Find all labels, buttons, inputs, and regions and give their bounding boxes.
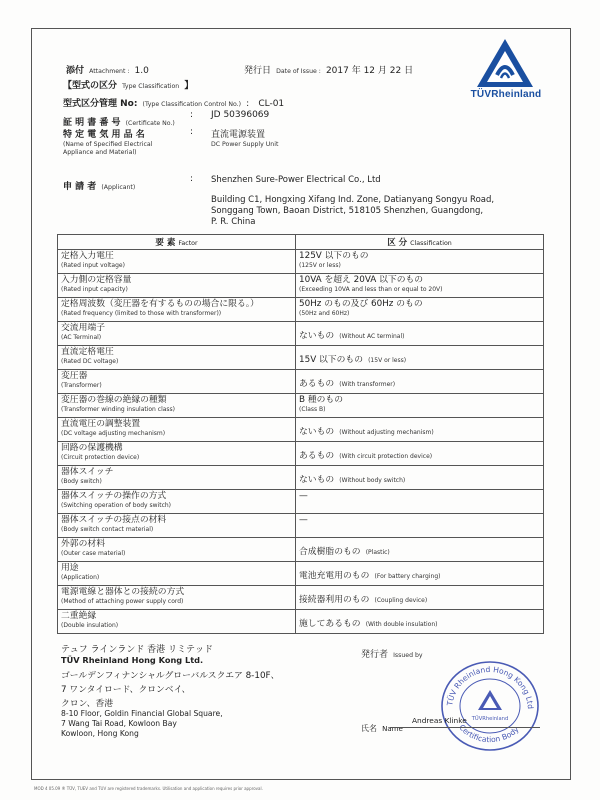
factor-jp: 器体スイッチの接点の材料	[61, 515, 167, 525]
certificate-no-label-jp: 証 明 書 番 号	[63, 118, 121, 128]
factor-cell	[58, 610, 296, 634]
factor-en: (Transformer)	[61, 382, 102, 389]
classification-cell	[296, 274, 544, 298]
product-label-en1: (Name of Specified Electrical	[63, 141, 153, 148]
classification-cell	[296, 322, 544, 346]
table-row	[58, 490, 544, 514]
factor-cell	[58, 298, 296, 322]
factor-jp: 器体スイッチ	[61, 467, 114, 477]
bracket-close: 】	[184, 81, 194, 91]
header-class-en: Classification	[410, 240, 452, 247]
classification-cell	[296, 298, 544, 322]
issued-by-jp: 発行者	[361, 650, 389, 660]
signer-label-en: Name	[382, 725, 403, 733]
factor-jp: 二重絶縁	[61, 611, 97, 621]
signer-name: Andreas Klinke	[412, 716, 467, 725]
table-row	[58, 346, 544, 370]
applicant-label-en: (Applicant)	[101, 184, 136, 191]
classification-jp: 50Hz のもの及び 60Hz のもの	[299, 299, 423, 309]
classification-en: (125V or less)	[299, 262, 341, 269]
product-label-en2: Appliance and Material)	[63, 149, 137, 156]
issue-date-line	[244, 58, 413, 77]
classification-cell	[296, 610, 544, 634]
control-no-label-jp: 型式区分管理 No:	[63, 99, 138, 109]
product-value-en: DC Power Supply Unit	[211, 141, 279, 148]
factor-cell	[58, 274, 296, 298]
issue-date-value: 2017 年 12 月 22 日	[325, 66, 414, 76]
table-row	[58, 514, 544, 538]
stamp-logo-icon	[478, 690, 502, 710]
classification-cell	[296, 586, 544, 610]
classification-en: (50Hz and 60Hz)	[299, 310, 350, 317]
factor-en: (Rated input voltage)	[61, 262, 125, 269]
classification-cell	[296, 466, 544, 490]
factor-cell	[58, 466, 296, 490]
factor-cell	[58, 562, 296, 586]
table-row	[58, 562, 544, 586]
issued-by-label	[361, 642, 423, 661]
type-classification-title-jp: 【型式の区分	[63, 81, 118, 91]
factor-en: (AC Terminal)	[61, 334, 102, 341]
certificate-no-value: JD 50396069	[211, 110, 270, 120]
factor-cell	[58, 394, 296, 418]
classification-en: (Without body switch)	[339, 477, 406, 484]
factor-jp: 変圧器	[61, 371, 88, 381]
factor-cell	[58, 346, 296, 370]
issuer-address-en-1: 8-10 Floor, Goldin Financial Global Square,	[61, 709, 223, 718]
classification-en: (For battery charging)	[374, 573, 441, 580]
classification-cell	[296, 538, 544, 562]
footer-note: MOD 4 05.09 ® TÜV, TUEV and TUV are registered trademarks. Utilisation and application requires prior approval.	[34, 786, 263, 791]
classification-cell	[296, 394, 544, 418]
issued-by-en: Issued by	[393, 652, 423, 659]
factor-cell	[58, 514, 296, 538]
classification-jp: —	[299, 515, 308, 525]
header-classification	[296, 235, 544, 250]
classification-en: (Without adjusting mechanism)	[339, 429, 434, 436]
table-header-row	[58, 235, 544, 250]
table-row	[58, 466, 544, 490]
classification-jp: 施してあるもの	[299, 619, 361, 629]
applicant-address-2: Songgang Town, Baoan District, 518105 Shenzhen, Guangdong,	[211, 206, 484, 216]
classification-jp: 電池充電用のもの	[299, 571, 370, 581]
applicant-name: Shenzhen Sure-Power Electrical Co., Ltd	[211, 175, 381, 185]
classification-jp: 合成樹脂のもの	[299, 547, 361, 557]
classification-jp: B 種のもの	[299, 395, 344, 405]
applicant-label-jp: 申 請 者	[63, 182, 97, 192]
classification-jp: ないもの	[299, 427, 335, 437]
table-row	[58, 298, 544, 322]
classification-cell	[296, 370, 544, 394]
issue-label-jp: 発行日	[244, 66, 272, 76]
factor-jp: 定格入力電圧	[61, 251, 114, 261]
classification-en: (With circuit protection device)	[339, 453, 433, 460]
classification-cell	[296, 346, 544, 370]
signer-label-jp: 氏名	[361, 724, 377, 733]
stamp-bottom-text: Certification Body	[457, 722, 521, 745]
issuer-address-jp-3: クロン、香港	[61, 699, 114, 709]
control-no-value: CL-01	[258, 99, 285, 109]
applicant-sep: :	[190, 174, 194, 184]
factor-jp: 用途	[61, 563, 79, 573]
factor-jp: 変圧器の巻線の絶縁の種類	[61, 395, 167, 405]
classification-en: (Plastic)	[365, 549, 390, 556]
classification-jp: ないもの	[299, 475, 335, 485]
factor-en: (Transformer winding insulation class)	[61, 406, 175, 413]
classification-cell	[296, 490, 544, 514]
factor-cell	[58, 370, 296, 394]
classification-en: (Class B)	[299, 406, 326, 413]
factor-cell	[58, 442, 296, 466]
classification-jp: 10VA を超え 20VA 以下のもの	[299, 275, 424, 285]
factor-en: (Method of attaching power supply cord)	[61, 598, 184, 605]
classification-cell	[296, 514, 544, 538]
table-row	[58, 322, 544, 346]
tuv-logo-text: TÜVRheinland	[470, 89, 542, 100]
tuv-logo	[462, 37, 550, 103]
issuer-address-en-2: 7 Wang Tai Road, Kowloon Bay	[61, 719, 177, 728]
factor-cell	[58, 586, 296, 610]
factor-en: (Circuit protection device)	[61, 454, 140, 461]
issuer-name-en: TÜV Rheinland Hong Kong Ltd.	[61, 655, 204, 665]
classification-en: (Exceeding 10VA and less than or equal to 20V)	[299, 286, 443, 293]
applicant-address-3: P. R. China	[211, 217, 256, 227]
issuer-address-en-3: Kowloon, Hong Kong	[61, 729, 139, 738]
header-factor-jp: 要 素	[155, 238, 176, 248]
classification-cell	[296, 562, 544, 586]
factor-cell	[58, 538, 296, 562]
control-no-line	[63, 91, 284, 110]
classification-en: (Coupling device)	[374, 597, 428, 604]
factor-en: (Outer case material)	[61, 550, 126, 557]
table-row	[58, 610, 544, 634]
product-label-jp: 特 定 電 気 用 品 名	[63, 130, 145, 140]
table-row	[58, 538, 544, 562]
issuer-address-jp-2: 7 ワンタイロード、クロンベイ、	[61, 685, 191, 695]
factor-jp: 電源電線と器体との接続の方式	[61, 587, 185, 597]
applicant-address-1: Building C1, Hongxing Xifang Ind. Zone, Datianyang Songyu Road,	[211, 195, 495, 205]
header-factor-en: Factor	[178, 240, 198, 247]
factor-cell	[58, 322, 296, 346]
factor-en: (Body switch contact material)	[61, 526, 154, 533]
factor-jp: 器体スイッチの操作の方式	[61, 491, 167, 501]
header-class-jp: 区 分	[387, 238, 408, 248]
factor-en: (Body switch)	[61, 478, 102, 485]
factor-jp: 交流用端子	[61, 323, 105, 333]
table-row	[58, 370, 544, 394]
stamp-top-text: TÜV Rheinland Hong Kong Ltd	[445, 664, 536, 710]
classification-jp: あるもの	[299, 451, 335, 461]
factor-jp: 直流電圧の調整装置	[61, 419, 141, 429]
factor-cell	[58, 490, 296, 514]
classification-cell	[296, 250, 544, 274]
type-classification-title-en: Type Classification	[122, 83, 180, 90]
table-row	[58, 274, 544, 298]
product-value-jp: 直流電源装置	[211, 130, 266, 140]
issuer-address-jp-1: ゴールデンフィナンシャルグローバルスクエア 8-10F、	[61, 671, 280, 681]
classification-jp: 接続器利用のもの	[299, 595, 370, 605]
factor-jp: 定格周波数（変圧器を有するものの場合に限る。）	[61, 299, 259, 309]
classification-jp: 15V 以下のもの	[299, 355, 363, 365]
factor-en: (Double insulation)	[61, 622, 119, 629]
classification-cell	[296, 442, 544, 466]
factor-jp: 入力側の定格容量	[61, 275, 132, 285]
tuv-triangle-icon	[475, 37, 535, 89]
attachment-label-en: Attachment :	[89, 68, 130, 75]
factor-en: (Rated frequency (limited to those with transformer))	[61, 310, 222, 317]
classification-en: (15V or less)	[368, 357, 407, 364]
type-classification-title	[63, 73, 193, 92]
factor-cell	[58, 250, 296, 274]
issuer-name-kana: テュフ ラインランド 香港 リミテッド	[61, 645, 214, 655]
applicant-label	[63, 174, 135, 193]
classification-jp: —	[299, 491, 308, 501]
classification-en: (Without AC terminal)	[339, 333, 405, 340]
certification-stamp	[438, 658, 542, 754]
factor-jp: 回路の保護機構	[61, 443, 123, 453]
classification-en: (With transformer)	[339, 381, 396, 388]
classification-jp: あるもの	[299, 379, 335, 389]
issue-label-en: Date of Issue :	[276, 68, 321, 75]
factor-jp: 外郭の材料	[61, 539, 105, 549]
factor-en: (Application)	[61, 574, 100, 581]
classification-en: (With double insulation)	[365, 621, 438, 628]
control-no-label-en: (Type Classification Control No.)	[142, 101, 242, 108]
header-factor	[58, 235, 296, 250]
classification-jp: ないもの	[299, 331, 335, 341]
factor-en: (DC voltage adjusting mechanism)	[61, 430, 166, 437]
classification-table	[57, 234, 544, 634]
factor-en: (Switching operation of body switch)	[61, 502, 172, 509]
signature-line	[390, 727, 540, 728]
stamp-logo-text: TÜVRheinland	[471, 716, 509, 722]
certificate-no-label-en: (Certificate No.)	[125, 120, 175, 127]
attachment-value: 1.0	[134, 66, 149, 76]
factor-jp: 直流定格電圧	[61, 347, 114, 357]
table-row	[58, 250, 544, 274]
signer-label	[361, 716, 403, 735]
factor-cell	[58, 418, 296, 442]
table-body	[58, 250, 544, 634]
factor-en: (Rated DC voltage)	[61, 358, 119, 365]
table-row	[58, 442, 544, 466]
classification-jp: 125V 以下のもの	[299, 251, 369, 261]
classification-cell	[296, 418, 544, 442]
certificate-no-sep: :	[190, 110, 194, 120]
svg-text:Certification Body	[457, 723, 521, 744]
attachment-label-jp: 添付	[66, 66, 85, 76]
factor-en: (Rated input capacity)	[61, 286, 128, 293]
table-row	[58, 394, 544, 418]
control-no-sep: :	[246, 99, 250, 109]
table-row	[58, 418, 544, 442]
product-sep: :	[190, 127, 194, 137]
table-row	[58, 586, 544, 610]
